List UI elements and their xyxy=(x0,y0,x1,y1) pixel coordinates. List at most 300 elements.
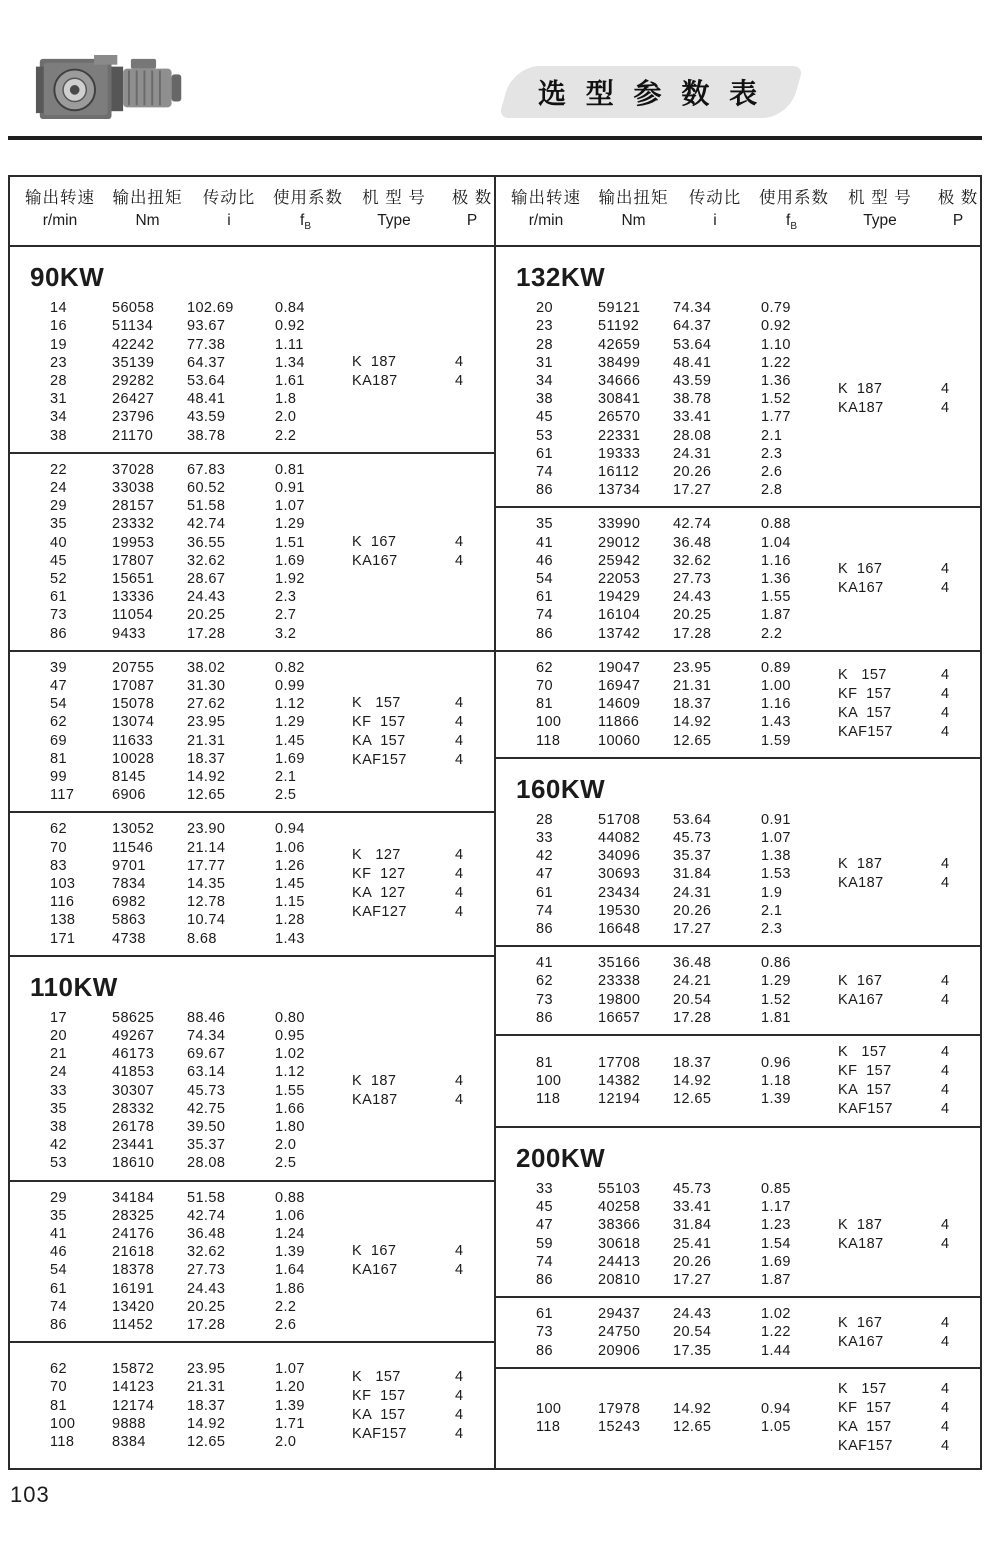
ratio-value: 24.43 xyxy=(187,1280,226,1297)
pole-count: 4 xyxy=(941,991,950,1008)
spec-group-body xyxy=(10,299,494,445)
ratio-value: 17.28 xyxy=(187,625,226,642)
ratio-value: 27.73 xyxy=(187,1262,226,1279)
service-factor-value: 1.07 xyxy=(275,1361,305,1378)
model-type-label: KA 157 xyxy=(352,732,406,749)
ratio-value: 21.31 xyxy=(187,1379,226,1396)
service-factor-value: 1.59 xyxy=(761,732,791,749)
ratio-value: 14.92 xyxy=(673,714,712,731)
service-factor-value: 1.38 xyxy=(761,848,791,865)
torque-value: 19953 xyxy=(112,534,155,551)
model-type-label: KF 157 xyxy=(838,1400,892,1417)
ratio-value: 17.27 xyxy=(673,1272,712,1289)
torque-value: 29282 xyxy=(112,372,155,389)
service-factor-value: 1.52 xyxy=(761,391,791,408)
service-factor-value: 2.2 xyxy=(275,427,297,444)
spec-group-body xyxy=(496,811,980,938)
ratio-value: 27.73 xyxy=(673,570,712,587)
header-unit: $f_B$ xyxy=(300,212,311,233)
speed-value: 86 xyxy=(536,1009,553,1026)
service-factor-value: 1.55 xyxy=(275,1082,305,1099)
torque-value: 41853 xyxy=(112,1064,155,1081)
column-header-output-torque xyxy=(110,186,185,238)
torque-value: 19530 xyxy=(598,902,641,919)
ratio-value: 63.14 xyxy=(187,1064,226,1081)
model-type-block xyxy=(338,353,494,391)
service-factor-value: 2.2 xyxy=(761,625,783,642)
ratio-value: 36.48 xyxy=(673,955,712,972)
speed-value: 86 xyxy=(536,1272,553,1289)
ratio-value: 21.31 xyxy=(673,677,712,694)
torque-value: 24413 xyxy=(598,1253,641,1270)
model-type-label: K 167 xyxy=(838,972,883,989)
model-type-row xyxy=(338,732,494,751)
header-unit: Type xyxy=(377,212,411,229)
speed-value: 47 xyxy=(50,677,67,694)
torque-value: 10028 xyxy=(112,750,155,767)
service-factor-value: 1.15 xyxy=(275,894,305,911)
service-factor-value: 0.99 xyxy=(275,677,305,694)
model-type-label: KA 157 xyxy=(838,705,892,722)
ratio-value: 17.27 xyxy=(673,482,712,499)
model-type-block xyxy=(824,380,980,418)
speed-value: 171 xyxy=(50,930,76,947)
service-factor-value: 1.45 xyxy=(275,732,305,749)
torque-value: 59121 xyxy=(598,300,641,317)
torque-value: 23338 xyxy=(598,973,641,990)
model-type-label: K 167 xyxy=(838,561,883,578)
torque-value: 38499 xyxy=(598,354,641,371)
ratio-value: 17.28 xyxy=(673,625,712,642)
service-factor-value: 1.81 xyxy=(761,1009,791,1026)
spec-group xyxy=(496,1298,980,1369)
ratio-value: 28.08 xyxy=(187,1155,226,1172)
speed-value: 74 xyxy=(536,607,553,624)
model-type-block xyxy=(338,1072,494,1110)
model-type-label: KA167 xyxy=(838,991,884,1008)
ratio-value: 31.30 xyxy=(187,677,226,694)
model-type-row xyxy=(824,380,980,399)
model-type-row xyxy=(824,1043,980,1062)
page-title: 选 型 参 数 表 xyxy=(538,78,764,109)
spec-group xyxy=(496,1036,980,1128)
torque-value: 8384 xyxy=(112,1433,146,1450)
pole-count: 4 xyxy=(941,1063,950,1079)
speed-value: 33 xyxy=(50,1082,67,1099)
torque-value: 11546 xyxy=(112,839,154,856)
speed-value: 46 xyxy=(536,552,553,569)
model-type-row xyxy=(824,723,980,742)
torque-value: 13420 xyxy=(112,1298,155,1315)
model-type-label: KA167 xyxy=(838,580,884,597)
service-factor-value: 1.87 xyxy=(761,607,791,624)
pole-count: 4 xyxy=(941,1235,950,1252)
model-type-block xyxy=(338,533,494,571)
pole-count: 4 xyxy=(455,847,464,864)
service-factor-value: 2.0 xyxy=(275,409,297,426)
ratio-value: 43.59 xyxy=(187,409,226,426)
speed-value: 86 xyxy=(50,1317,67,1334)
model-type-row xyxy=(338,552,494,571)
speed-value: 38 xyxy=(536,391,553,408)
model-type-row xyxy=(824,399,980,418)
pole-count: 4 xyxy=(455,372,464,389)
ratio-value: 33.41 xyxy=(673,409,712,426)
header-label: 输出扭矩 xyxy=(112,189,183,207)
speed-value: 70 xyxy=(50,839,67,856)
ratio-value: 35.37 xyxy=(187,1137,226,1154)
ratio-value: 69.67 xyxy=(187,1046,226,1063)
model-type-label: K 157 xyxy=(838,1044,887,1060)
header-label: 机 型 号 xyxy=(362,189,426,207)
ratio-value: 20.26 xyxy=(673,463,712,480)
service-factor-value: 2.2 xyxy=(275,1298,297,1315)
model-type-row xyxy=(824,1235,980,1254)
model-type-block xyxy=(824,1216,980,1254)
ratio-value: 36.55 xyxy=(187,534,226,551)
ratio-value: 14.35 xyxy=(187,875,226,892)
service-factor-value: 2.6 xyxy=(761,463,783,480)
service-factor-value: 0.85 xyxy=(761,1181,791,1197)
service-factor-value: 0.92 xyxy=(275,318,305,335)
service-factor-value: 1.11 xyxy=(275,336,304,353)
model-type-block xyxy=(824,1380,980,1456)
service-factor-value: 1.16 xyxy=(761,552,791,569)
ratio-value: 93.67 xyxy=(187,318,226,335)
model-type-row xyxy=(338,1425,494,1444)
torque-value: 19047 xyxy=(598,659,641,676)
ratio-value: 20.54 xyxy=(673,1324,712,1341)
ratio-value: 12.65 xyxy=(187,787,226,804)
service-factor-value: 1.39 xyxy=(761,1091,791,1108)
speed-value: 45 xyxy=(50,552,67,569)
speed-value: 40 xyxy=(50,534,67,551)
speed-value: 100 xyxy=(50,1415,76,1432)
spec-rows xyxy=(496,1400,824,1436)
pole-count: 4 xyxy=(455,866,464,883)
spec-group-160kw xyxy=(496,759,980,947)
spec-rows xyxy=(496,1054,824,1109)
pole-count: 4 xyxy=(455,353,464,370)
spec-group-body xyxy=(496,1376,980,1461)
model-type-label: K 187 xyxy=(838,1216,883,1233)
speed-value: 61 xyxy=(536,589,553,606)
torque-value: 29437 xyxy=(598,1306,641,1323)
speed-value: 45 xyxy=(536,1199,553,1216)
service-factor-value: 1.43 xyxy=(275,930,305,947)
ratio-value: 23.90 xyxy=(187,821,226,838)
torque-value: 6906 xyxy=(112,787,146,804)
pole-count: 4 xyxy=(941,381,950,398)
service-factor-value: 0.95 xyxy=(275,1028,305,1044)
ratio-value: 33.41 xyxy=(673,1199,712,1216)
service-factor-value: 2.1 xyxy=(761,427,783,444)
ratio-value: 48.41 xyxy=(673,354,712,371)
header-label: 极 数 xyxy=(451,189,493,207)
torque-value: 44082 xyxy=(598,829,641,846)
ratio-value: 60.52 xyxy=(187,479,226,496)
service-factor-value: 0.89 xyxy=(761,659,791,676)
service-factor-value: 1.16 xyxy=(761,696,791,713)
torque-value: 13052 xyxy=(112,821,155,838)
pole-count: 4 xyxy=(941,686,950,703)
service-factor-value: 1.71 xyxy=(275,1415,305,1432)
ratio-value: 28.67 xyxy=(187,570,226,587)
speed-value: 38 xyxy=(50,427,67,444)
spec-group xyxy=(496,652,980,759)
torque-value: 15872 xyxy=(112,1361,155,1378)
speed-value: 73 xyxy=(536,1324,553,1341)
service-factor-value: 0.81 xyxy=(275,461,305,478)
speed-value: 21 xyxy=(50,1046,67,1063)
pole-count: 4 xyxy=(455,904,464,921)
torque-value: 15078 xyxy=(112,696,155,713)
spec-group-body xyxy=(10,461,494,643)
speed-value: 100 xyxy=(536,1401,562,1418)
speed-value: 59 xyxy=(536,1235,553,1252)
speed-value: 41 xyxy=(536,955,553,972)
header-label: 使用系数 xyxy=(273,189,343,207)
service-factor-value: 0.94 xyxy=(275,821,305,838)
ratio-value: 12.78 xyxy=(187,894,226,911)
spec-rows xyxy=(10,820,338,947)
spec-rows xyxy=(496,659,824,750)
spec-rows xyxy=(496,811,824,938)
ratio-value: 8.68 xyxy=(187,930,217,947)
torque-value: 23796 xyxy=(112,409,155,426)
ratio-value: 17.77 xyxy=(187,857,226,874)
service-factor-value: 1.06 xyxy=(275,1207,305,1224)
service-factor-value: 2.5 xyxy=(275,787,297,804)
service-factor-value: 1.28 xyxy=(275,912,305,929)
ratio-value: 42.74 xyxy=(187,516,226,533)
ratio-value: 23.95 xyxy=(187,1361,226,1378)
ratio-value: 42.74 xyxy=(187,1207,226,1224)
torque-value: 56058 xyxy=(112,300,155,317)
model-type-row xyxy=(824,1333,980,1352)
column-header-output-speed xyxy=(10,186,110,238)
torque-value: 13742 xyxy=(598,625,641,642)
speed-value: 54 xyxy=(536,570,553,587)
service-factor-value: 0.88 xyxy=(761,516,791,533)
speed-value: 54 xyxy=(50,696,67,713)
ratio-value: 43.59 xyxy=(673,372,712,389)
ratio-value: 23.95 xyxy=(673,659,712,676)
speed-value: 74 xyxy=(536,1253,553,1270)
torque-value: 38366 xyxy=(598,1217,641,1234)
service-factor-value: 2.3 xyxy=(761,445,783,462)
pole-count: 4 xyxy=(455,713,464,730)
torque-value: 16657 xyxy=(598,1009,641,1026)
power-section-title: 132KW xyxy=(516,262,606,293)
model-type-label: K 187 xyxy=(838,856,883,873)
model-type-label: K 187 xyxy=(352,1072,397,1089)
pole-count: 4 xyxy=(941,561,950,578)
ratio-value: 64.37 xyxy=(187,354,226,371)
model-type-label: KF 157 xyxy=(838,1063,892,1079)
torque-value: 23434 xyxy=(598,884,641,901)
ratio-value: 25.41 xyxy=(673,1235,712,1252)
header-label: 输出转速 xyxy=(511,189,581,207)
torque-value: 6982 xyxy=(112,894,146,911)
torque-value: 7834 xyxy=(112,875,146,892)
service-factor-value: 1.05 xyxy=(761,1419,791,1436)
model-type-row xyxy=(824,972,980,991)
header-unit: r/min xyxy=(42,212,78,229)
column-header-service-factor xyxy=(273,186,343,238)
speed-value: 29 xyxy=(50,1189,67,1206)
service-factor-value: 0.80 xyxy=(275,1009,305,1026)
speed-value: 29 xyxy=(50,498,67,515)
service-factor-value: 1.45 xyxy=(275,875,305,892)
model-type-row xyxy=(824,1216,980,1235)
service-factor-value: 1.61 xyxy=(275,372,305,389)
pole-count: 4 xyxy=(941,1044,950,1060)
service-factor-value: 1.69 xyxy=(275,750,305,767)
service-factor-value: 1.34 xyxy=(275,354,305,371)
model-type-block xyxy=(824,1043,980,1119)
gearmotor-photo xyxy=(34,46,189,126)
power-section-title: 110KW xyxy=(30,971,118,1002)
ratio-value: 14.92 xyxy=(673,1072,712,1089)
service-factor-value: 1.12 xyxy=(275,696,305,713)
header-unit: r/min xyxy=(528,212,564,229)
model-type-row xyxy=(824,1314,980,1333)
speed-value: 23 xyxy=(50,354,67,371)
pole-count: 4 xyxy=(941,1333,950,1350)
service-factor-value: 0.91 xyxy=(761,811,791,828)
ratio-value: 67.83 xyxy=(187,461,226,478)
speed-value: 118 xyxy=(536,732,561,749)
power-section-title: 200KW xyxy=(516,1143,606,1173)
pole-count: 4 xyxy=(455,885,464,902)
model-type-label: KA 157 xyxy=(838,1082,892,1098)
speed-value: 70 xyxy=(536,677,553,694)
spec-rows xyxy=(10,1189,338,1335)
torque-value: 16191 xyxy=(112,1280,155,1297)
spec-group xyxy=(10,652,494,814)
model-type-block xyxy=(338,846,494,922)
model-type-row xyxy=(824,685,980,704)
model-type-label: KA167 xyxy=(352,552,398,569)
ratio-value: 20.25 xyxy=(187,1298,226,1315)
service-factor-value: 1.29 xyxy=(275,516,305,533)
spec-group-body xyxy=(10,1350,494,1461)
ratio-value: 20.25 xyxy=(673,607,712,624)
torque-value: 33990 xyxy=(598,516,641,533)
header-label: 传动比 xyxy=(202,189,256,207)
header-unit: P xyxy=(952,212,964,229)
speed-value: 83 xyxy=(50,857,67,874)
torque-value: 29012 xyxy=(598,534,641,551)
ratio-value: 12.65 xyxy=(673,1091,712,1108)
speed-value: 47 xyxy=(536,866,553,883)
model-type-label: KF 157 xyxy=(352,713,406,730)
ratio-value: 17.28 xyxy=(187,1317,226,1334)
service-factor-value: 0.88 xyxy=(275,1189,305,1206)
pole-count: 4 xyxy=(941,1101,950,1117)
pole-count: 4 xyxy=(941,1419,950,1436)
speed-value: 24 xyxy=(50,1064,67,1081)
model-type-row xyxy=(824,1062,980,1081)
ratio-value: 24.31 xyxy=(673,884,712,901)
selection-parameter-table xyxy=(8,175,982,1470)
header-label: 极 数 xyxy=(937,189,979,207)
service-factor-value: 1.77 xyxy=(761,409,791,426)
model-type-label: KA167 xyxy=(838,1333,884,1350)
torque-value: 28325 xyxy=(112,1207,155,1224)
pole-count: 4 xyxy=(941,1314,950,1331)
speed-value: 41 xyxy=(536,534,553,551)
spec-rows xyxy=(496,954,824,1027)
speed-value: 28 xyxy=(50,372,67,389)
pole-count: 4 xyxy=(941,724,950,741)
torque-value: 15243 xyxy=(598,1419,641,1436)
speed-value: 42 xyxy=(50,1137,67,1154)
ratio-value: 32.62 xyxy=(187,552,226,569)
service-factor-value: 0.79 xyxy=(761,300,791,317)
service-factor-value: 1.52 xyxy=(761,991,791,1008)
spec-group xyxy=(10,1343,494,1468)
service-factor-value: 1.18 xyxy=(761,1072,791,1089)
torque-value: 24176 xyxy=(112,1226,155,1243)
service-factor-value: 1.04 xyxy=(761,534,791,551)
torque-value: 21170 xyxy=(112,427,154,444)
model-type-block xyxy=(824,1314,980,1352)
speed-value: 35 xyxy=(50,516,67,533)
header-label: 输出扭矩 xyxy=(598,189,669,207)
speed-value: 14 xyxy=(50,300,67,317)
spec-group xyxy=(10,454,494,652)
header-unit: $f_B$ xyxy=(786,212,797,233)
model-type-row xyxy=(338,903,494,922)
service-factor-value: 1.17 xyxy=(761,1199,791,1216)
ratio-value: 20.26 xyxy=(673,902,712,919)
service-factor-value: 1.92 xyxy=(275,570,305,587)
model-type-row xyxy=(338,533,494,552)
speed-value: 62 xyxy=(50,714,67,731)
speed-value: 31 xyxy=(50,391,67,408)
speed-value: 86 xyxy=(536,482,553,499)
torque-value: 9888 xyxy=(112,1415,146,1432)
model-type-label: KA187 xyxy=(838,875,884,892)
model-type-row xyxy=(824,991,980,1010)
ratio-value: 10.74 xyxy=(187,912,226,929)
model-type-block xyxy=(824,855,980,893)
model-type-block xyxy=(824,666,980,742)
ratio-value: 18.37 xyxy=(673,1054,712,1071)
table-right-half xyxy=(494,177,980,1468)
torque-value: 17087 xyxy=(112,677,155,694)
service-factor-value: 1.8 xyxy=(275,391,297,408)
ratio-value: 53.64 xyxy=(673,811,712,828)
torque-value: 51192 xyxy=(598,318,640,335)
spec-group-body xyxy=(496,1180,980,1289)
speed-value: 103 xyxy=(50,875,76,892)
torque-value: 9433 xyxy=(112,625,146,642)
ratio-value: 14.92 xyxy=(187,768,226,785)
torque-value: 40258 xyxy=(598,1199,641,1216)
model-type-label: KA 157 xyxy=(838,1419,892,1436)
speed-value: 34 xyxy=(50,409,67,426)
column-header-model-type xyxy=(338,186,450,238)
torque-value: 23441 xyxy=(112,1137,155,1154)
spec-group-body xyxy=(10,659,494,805)
torque-value: 26427 xyxy=(112,391,155,408)
pole-count: 4 xyxy=(941,1400,950,1417)
service-factor-value: 2.7 xyxy=(275,607,297,624)
pole-count: 4 xyxy=(941,1216,950,1233)
